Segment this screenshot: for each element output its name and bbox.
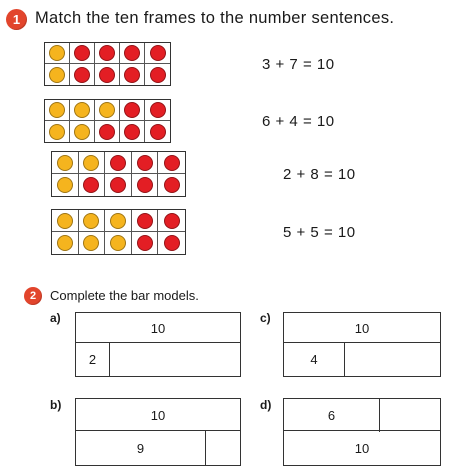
ten-frame-cell [70,100,95,121]
ten-frame-cell [95,100,120,121]
ten-frame-1[interactable] [44,42,171,86]
red-counter-icon [124,45,140,61]
number-sentence-3[interactable]: 2 + 8 = 10 [283,166,356,183]
red-counter-icon [83,177,99,193]
yellow-counter-icon [57,213,73,229]
ten-frame-cell [52,210,79,232]
ten-frame-cell [45,121,70,142]
ten-frame-cell [52,232,79,254]
red-counter-icon [137,213,153,229]
yellow-counter-icon [49,45,65,61]
ten-frame-cell [79,232,106,254]
bar-model-c [283,312,441,377]
ten-frame-3[interactable] [51,151,186,197]
question-1-badge: 1 [6,9,27,30]
red-counter-icon [74,67,90,83]
red-counter-icon [124,67,140,83]
red-counter-icon [137,235,153,251]
red-counter-icon [74,45,90,61]
ten-frame-cell [158,152,185,174]
bar-model-c-whole: 10 [354,321,370,336]
red-counter-icon [99,124,115,140]
red-counter-icon [150,45,166,61]
bar-model-a-part-1: 2 [88,352,97,367]
bar-model-c-part-2-blank[interactable] [344,343,440,376]
question-1-text: Match the ten frames to the number sentences. [35,9,395,27]
bar-model-b-label: b) [50,398,62,412]
ten-frame-cell [120,121,145,142]
bar-model-a-label: a) [50,311,61,325]
ten-frame-cell [52,152,79,174]
yellow-counter-icon [83,155,99,171]
red-counter-icon [150,124,166,140]
ten-frame-cell [145,121,170,142]
ten-frame-cell [158,210,185,232]
ten-frame-cell [158,174,185,196]
red-counter-icon [150,67,166,83]
yellow-counter-icon [83,213,99,229]
ten-frame-cell [132,152,159,174]
bar-model-d-part-1: 6 [327,408,336,423]
ten-frame-cell [95,64,120,85]
ten-frame-cell [145,64,170,85]
bar-model-b-whole: 10 [150,408,166,423]
bar-model-a-whole: 10 [150,321,166,336]
red-counter-icon [99,45,115,61]
ten-frame-cell [132,232,159,254]
red-counter-icon [137,177,153,193]
ten-frame-2[interactable] [44,99,171,143]
yellow-counter-icon [49,102,65,118]
ten-frame-cell [70,64,95,85]
ten-frame-cell [79,174,106,196]
red-counter-icon [110,177,126,193]
red-counter-icon [164,213,180,229]
ten-frame-cell [105,210,132,232]
red-counter-icon [110,155,126,171]
ten-frame-cell [79,152,106,174]
ten-frame-cell [52,174,79,196]
ten-frame-cell [145,43,170,64]
question-2-badge: 2 [24,287,42,305]
ten-frame-cell [132,174,159,196]
ten-frame-cell [95,43,120,64]
ten-frame-cell [145,100,170,121]
yellow-counter-icon [99,102,115,118]
yellow-counter-icon [74,102,90,118]
bar-model-b [75,398,241,466]
ten-frame-cell [120,43,145,64]
yellow-counter-icon [57,155,73,171]
yellow-counter-icon [57,177,73,193]
yellow-counter-icon [110,213,126,229]
bar-model-d-part-2-blank[interactable] [379,399,440,432]
ten-frame-cell [105,152,132,174]
ten-frame-cell [132,210,159,232]
ten-frame-cell [70,121,95,142]
bar-model-a [75,312,241,377]
yellow-counter-icon [83,235,99,251]
yellow-counter-icon [57,235,73,251]
number-sentence-1[interactable]: 3 + 7 = 10 [262,56,335,73]
red-counter-icon [124,124,140,140]
ten-frame-cell [105,232,132,254]
bar-model-d [283,398,441,466]
bar-model-c-part-1: 4 [310,352,318,367]
red-counter-icon [99,67,115,83]
ten-frame-cell [45,100,70,121]
red-counter-icon [137,155,153,171]
ten-frame-cell [45,43,70,64]
yellow-counter-icon [49,124,65,140]
number-sentence-2[interactable]: 6 + 4 = 10 [262,113,335,130]
bar-model-b-part-1: 9 [136,440,145,456]
red-counter-icon [150,102,166,118]
bar-model-d-whole: 10 [354,440,370,456]
red-counter-icon [164,177,180,193]
ten-frame-cell [95,121,120,142]
bar-model-a-part-2-blank[interactable] [109,343,240,376]
ten-frame-cell [105,174,132,196]
ten-frame-4[interactable] [51,209,186,255]
ten-frame-cell [158,232,185,254]
red-counter-icon [164,155,180,171]
ten-frame-cell [120,64,145,85]
red-counter-icon [124,102,140,118]
question-2-text: Complete the bar models. [50,288,199,303]
yellow-counter-icon [110,235,126,251]
yellow-counter-icon [49,67,65,83]
bar-model-b-part-2-blank[interactable] [205,431,240,465]
ten-frame-cell [70,43,95,64]
bar-model-d-label: d) [260,398,272,412]
ten-frame-cell [120,100,145,121]
red-counter-icon [164,235,180,251]
number-sentence-4[interactable]: 5 + 5 = 10 [283,224,356,241]
ten-frame-cell [45,64,70,85]
bar-model-c-label: c) [260,311,271,325]
ten-frame-cell [79,210,106,232]
yellow-counter-icon [74,124,90,140]
